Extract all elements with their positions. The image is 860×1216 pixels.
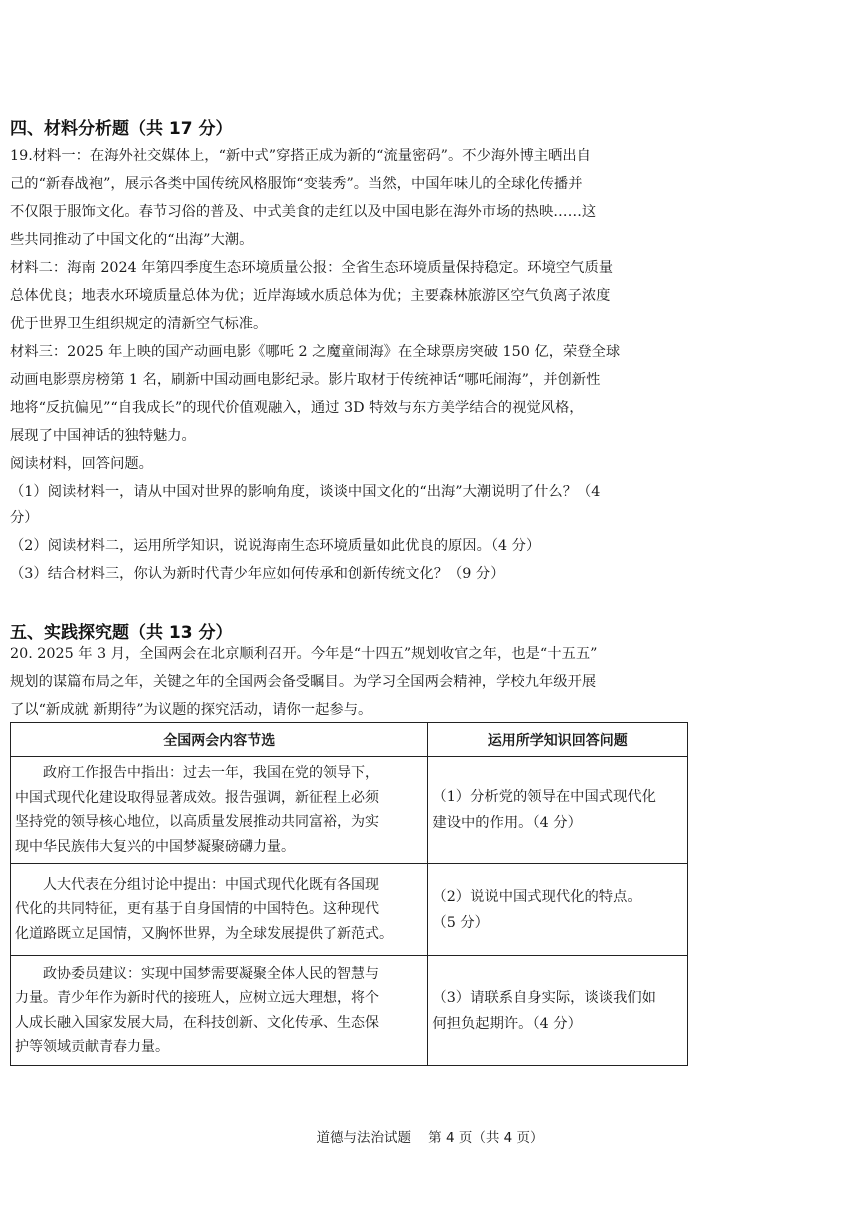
question-line: （5 分）: [432, 914, 489, 931]
excerpt-line: 政府工作报告中指出：过去一年，我国在党的领导下，: [15, 765, 379, 781]
table-row: [11, 956, 688, 1066]
excerpt-line: 人大代表在分组讨论中提出：中国式现代化既有各国现: [15, 876, 379, 893]
page-footer: 道德与法治试题 第 4 页（共 4 页）: [316, 1130, 544, 1146]
section-5-title: 五、实践探究题（共 13 分）: [10, 623, 233, 643]
excerpt-line: 人成长融入国家发展大局，在科技创新、文化传承、生态保: [15, 1014, 379, 1031]
material-2-line: 材料二：海南 2024 年第四季度生态环境质量公报：全省生态环境质量保持稳定。环境空气质量: [10, 260, 614, 276]
table-cell-excerpt: [11, 956, 428, 1066]
material-3-line: 材料三：2025 年上映的国产动画电影《哪吒 2 之魔童闹海》在全球票房突破 150 亿，荣登全球: [10, 344, 621, 360]
question-line: （2）说说中国式现代化的特点。: [432, 888, 642, 905]
question-1: （1）阅读材料一，请从中国对世界的影响角度，谈谈中国文化的“出海”大潮说明了什么？（4: [10, 484, 601, 500]
material-1-line: 不仅限于服饰文化。春节习俗的普及、中式美食的走红以及中国电影在海外市场的热映……这: [10, 204, 597, 220]
material-1-line: 己的“新春战袍”，展示各类中国传统风格服饰“变装秀”。当然，中国年味儿的全球化传播并: [10, 176, 583, 192]
table-row: [11, 757, 688, 864]
material-3-line: 地将“反抗偏见”“自我成长”的现代价值观融入，通过 3D 特效与东方美学结合的视觉风格，: [10, 400, 584, 416]
question-line: 建设中的作用。（4 分）: [432, 815, 582, 831]
excerpt-line: 代化的共同特征，更有基于自身国情的中国特色。这种现代: [15, 901, 379, 918]
table-header-row: [11, 723, 688, 757]
excerpt-line: 政协委员建议：实现中国梦需要凝聚全体人民的智慧与: [15, 965, 379, 982]
inquiry-table: [10, 722, 688, 1066]
excerpt-line: 力量。青少年作为新时代的接班人，应树立远大理想，将个: [15, 990, 379, 1006]
question-2: （2）阅读材料二，运用所学知识，说说海南生态环境质量如此优良的原因。（4 分）: [10, 538, 541, 554]
question-line: 何担负起期许。（4 分）: [432, 1015, 582, 1032]
question-3: （3）结合材料三，你认为新时代青少年应如何传承和创新传统文化？（9 分）: [10, 566, 505, 582]
table-cell-question: [428, 864, 688, 956]
table-cell-excerpt: [11, 757, 428, 864]
material-2-line: 优于世界卫生组织规定的清新空气标准。: [10, 316, 268, 332]
table-header-left: 全国两会内容节选: [11, 723, 428, 757]
table-header-right: 运用所学知识回答问题: [428, 723, 688, 757]
excerpt-line: 现中华民族伟大复兴的中国梦凝聚磅礴力量。: [15, 838, 295, 855]
question-20-line: 20. 2025 年 3 月，全国两会在北京顺利召开。今年是“十四五”规划收官之年，也是“十五五”: [10, 646, 598, 662]
table-cell-question: [428, 757, 688, 864]
question-1-cont: 分）: [10, 510, 39, 526]
question-line: （1）分析党的领导在中国式现代化: [432, 789, 656, 805]
excerpt-line: 护等领域贡献青春力量。: [15, 1039, 169, 1055]
question-20-line: 了以“新成就 新期待”为议题的探究活动，请你一起参与。: [10, 702, 373, 718]
material-3-line: 展现了中国神话的独特魅力。: [10, 428, 196, 444]
question-20-line: 规划的谋篇布局之年，关键之年的全国两会备受瞩目。为学习全国两会精神，学校九年级开展: [10, 674, 597, 690]
question-line: （3）请联系自身实际，谈谈我们如: [432, 989, 656, 1006]
section-4-title: 四、材料分析题（共 17 分）: [10, 119, 233, 139]
excerpt-line: 化道路既立足国情，又胸怀世界，为全球发展提供了新范式。: [15, 925, 393, 942]
excerpt-line: 中国式现代化建设取得显著成效。报告强调，新征程上必须: [15, 789, 379, 806]
material-1-line: 些共同推动了中国文化的“出海”大潮。: [10, 232, 254, 248]
instruction-line: 阅读材料，回答问题。: [10, 456, 153, 472]
table-row: [11, 864, 688, 956]
table-cell-question: [428, 956, 688, 1066]
material-2-line: 总体优良；地表水环境质量总体为优；近岸海域水质总体为优；主要森林旅游区空气负离子浓度: [10, 288, 611, 304]
material-3-line: 动画电影票房榜第 1 名，刷新中国动画电影纪录。影片取材于传统神话“哪吒闹海”，并创新性: [10, 372, 601, 388]
table-cell-excerpt: [11, 864, 428, 956]
excerpt-line: 坚持党的领导核心地位，以高质量发展推动共同富裕，为实: [15, 814, 379, 830]
material-1-line: 19.材料一：在海外社交媒体上，“新中式”穿搭正成为新的“流量密码”。不少海外博主晒出自: [10, 148, 591, 164]
